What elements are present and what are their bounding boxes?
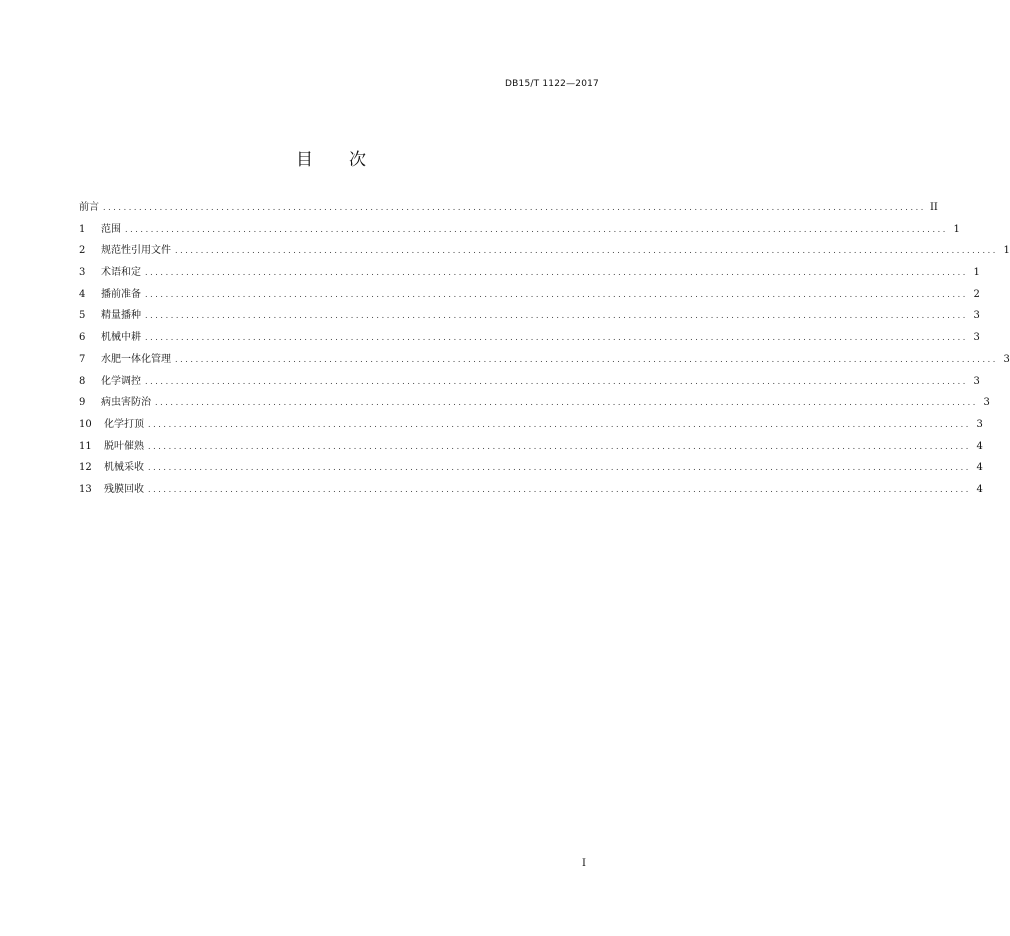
toc-entry-text: 前言	[79, 202, 99, 213]
toc-entry-number: 13	[79, 483, 92, 495]
toc-entry-foreword[interactable]	[79, 197, 938, 219]
toc-entry-text: 化学打顶	[104, 418, 144, 430]
toc-leader-dots: ................................................................................................................................................................	[103, 203, 926, 212]
toc-entry-page: 4	[976, 440, 983, 452]
toc-leader-dots: ................................................................................................................................................................	[148, 463, 971, 473]
toc-entry-text: 规范性引用文件	[101, 245, 171, 257]
toc-entry-text: 播前准备	[101, 288, 141, 300]
toc-entry-text: 病虫害防治	[101, 397, 151, 409]
toc-entry-page: 1	[973, 267, 980, 279]
toc-entry-3[interactable]	[79, 262, 980, 284]
toc-entry-text: 水肥一体化管理	[101, 353, 171, 365]
page-number: I	[582, 858, 586, 869]
toc-entry-7[interactable]	[79, 349, 1010, 371]
toc-entry-12[interactable]	[79, 457, 983, 479]
toc-entry-page: 1	[1003, 245, 1010, 257]
toc-entry-9[interactable]	[79, 392, 990, 414]
toc-leader-dots: ................................................................................................................................................................	[175, 354, 998, 364]
toc-entry-number: 7	[79, 353, 86, 365]
toc-entry-number: 8	[79, 375, 86, 387]
toc-entry-page: 3	[976, 418, 983, 430]
toc-leader-dots: ................................................................................................................................................................	[148, 441, 971, 451]
toc-entry-4[interactable]	[79, 284, 980, 306]
toc-list	[79, 197, 1010, 501]
toc-entry-page: 3	[983, 397, 990, 409]
toc-entry-page: 3	[973, 375, 980, 387]
toc-title	[0, 145, 662, 170]
toc-entry-5[interactable]	[79, 305, 980, 327]
toc-entry-number: 2	[79, 245, 86, 257]
toc-leader-dots: ................................................................................................................................................................	[145, 376, 968, 386]
toc-entry-text: 范围	[101, 223, 121, 235]
toc-leader-dots: ................................................................................................................................................................	[145, 289, 968, 299]
toc-entry-page: 4	[976, 483, 983, 495]
toc-entry-number: 6	[79, 332, 86, 344]
toc-entry-page: 3	[1003, 353, 1010, 365]
toc-entry-1[interactable]	[79, 219, 960, 241]
toc-leader-dots: ................................................................................................................................................................	[125, 224, 948, 234]
toc-leader-dots: ................................................................................................................................................................	[155, 398, 978, 408]
toc-entry-page: 3	[973, 310, 980, 322]
toc-entry-13[interactable]	[79, 479, 983, 501]
toc-entry-text: 精量播种	[101, 310, 141, 322]
toc-leader-dots: ................................................................................................................................................................	[145, 268, 968, 278]
toc-entry-text: 机械采收	[104, 462, 144, 474]
toc-leader-dots: ................................................................................................................................................................	[148, 484, 971, 494]
toc-entry-number: 4	[79, 288, 86, 300]
toc-leader-dots: ................................................................................................................................................................	[175, 246, 998, 256]
toc-entry-number: 1	[79, 223, 86, 235]
toc-entry-page: 2	[973, 288, 980, 300]
toc-entry-11[interactable]	[79, 436, 983, 458]
toc-entry-text: 术语和定	[101, 267, 141, 279]
toc-entry-number: 10	[79, 418, 92, 430]
toc-entry-8[interactable]	[79, 371, 980, 393]
toc-entry-page: II	[929, 202, 938, 213]
toc-entry-number: 3	[79, 267, 86, 279]
toc-entry-number: 12	[79, 462, 92, 474]
toc-entry-number: 9	[79, 397, 86, 409]
toc-entry-2[interactable]	[79, 240, 1010, 262]
toc-entry-6[interactable]	[79, 327, 980, 349]
toc-leader-dots: ................................................................................................................................................................	[148, 419, 971, 429]
toc-entry-page: 3	[973, 332, 980, 344]
toc-title-char-2: 次	[349, 150, 366, 170]
toc-entry-number: 11	[79, 440, 92, 452]
toc-entry-page: 1	[953, 223, 960, 235]
toc-title-char-1: 目	[296, 150, 313, 170]
toc-entry-text: 化学调控	[101, 375, 141, 387]
toc-entry-page: 4	[976, 462, 983, 474]
toc-entry-number: 5	[79, 310, 86, 322]
toc-leader-dots: ................................................................................................................................................................	[145, 311, 968, 321]
toc-leader-dots: ................................................................................................................................................................	[145, 333, 968, 343]
toc-entry-text: 机械中耕	[101, 332, 141, 344]
toc-entry-text: 脱叶催熟	[104, 440, 144, 452]
document-code: DB15/T 1122—2017	[505, 79, 599, 89]
toc-entry-10[interactable]	[79, 414, 983, 436]
toc-entry-text: 残膜回收	[104, 483, 144, 495]
